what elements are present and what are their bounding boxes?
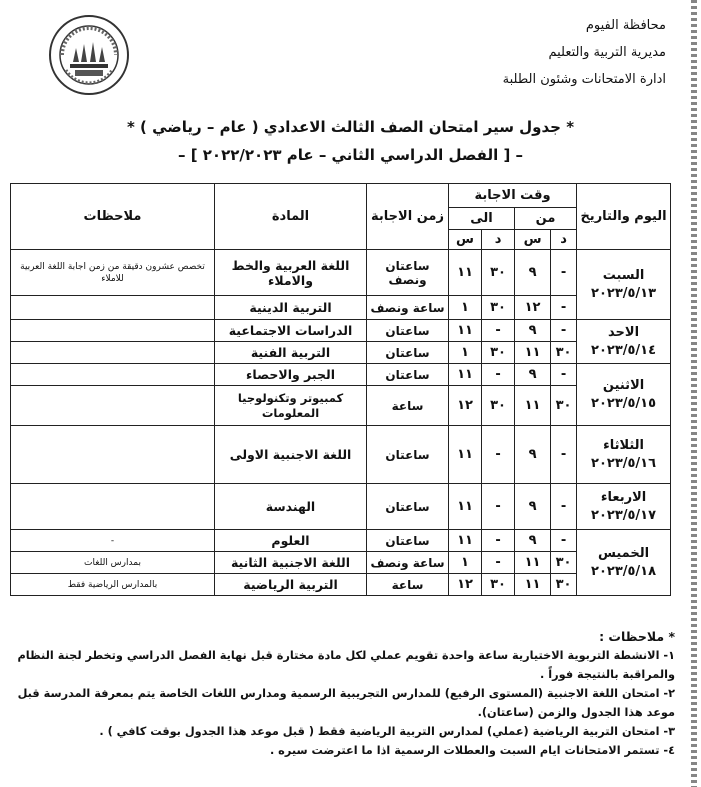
row-note [11,484,215,530]
row-note [11,342,215,364]
table-row [11,574,671,596]
header-to: الى [449,208,515,230]
issuer-header [503,12,666,93]
from-hour: ٩ [515,426,551,484]
to-hour: ١١ [449,364,482,386]
duration: ساعة ونصف [367,296,449,320]
from-hour: ١١ [515,574,551,596]
header-to-minute: د [482,230,515,250]
to-minute: ٣٠ [482,296,515,320]
header-from-hour: س [515,230,551,250]
from-hour: ٩ [515,484,551,530]
from-minute: - [551,296,577,320]
header-from-minute: د [551,230,577,250]
from-hour: ٩ [515,250,551,296]
subject: اللغة الاجنبية الاولى [215,426,367,484]
to-minute: - [482,426,515,484]
header-answer-time: وقت الاجابة [449,184,577,208]
table-row [11,320,671,342]
subject: الجبر والاحصاء [215,364,367,386]
to-minute: - [482,552,515,574]
day-name: الثلاثاء [603,437,645,453]
duration: ساعتان [367,320,449,342]
from-hour: ١٢ [515,296,551,320]
to-hour: ١٢ [449,574,482,596]
duration: ساعتان ونصف [367,250,449,296]
from-hour: ٩ [515,320,551,342]
subject: التربية الرياضية [215,574,367,596]
from-minute: ٣٠ [551,342,577,364]
day-date: ٢٠٢٣/٥/١٨ [591,563,657,579]
from-minute: - [551,484,577,530]
table-row [11,296,671,320]
ministry-seal-icon [48,14,130,96]
table-row [11,364,671,386]
note-item: ٣- امتحان التربية الرياضية (عملي) لمدارس التربية الرياضية فقط ( قبل موعد هذا الجدول بوقت كافي ) . [99,725,675,738]
header-from: من [515,208,577,230]
from-minute: - [551,426,577,484]
day-date: ٢٠٢٣/٥/١٥ [591,395,657,411]
header-day-date: اليوم والتاريخ [577,184,671,250]
table-row [11,426,671,484]
row-note [11,296,215,320]
table-row [11,484,671,530]
day-cell [577,320,671,364]
notes-section [15,627,675,760]
notes-heading: * ملاحظات : [599,629,675,644]
header-notes: ملاحظات [11,184,215,250]
subject: العلوم [215,530,367,552]
from-minute: - [551,250,577,296]
to-minute: - [482,484,515,530]
table-row [11,250,671,296]
duration: ساعة ونصف [367,552,449,574]
to-hour: ١ [449,342,482,364]
note-item: ٤- تستمر الامتحانات ايام السبت والعطلات الرسمية اذا ما اعترضت سيره . [269,744,675,757]
day-date: ٢٠٢٣/٥/١٧ [591,507,657,523]
header-subject: المادة [215,184,367,250]
from-minute: - [551,320,577,342]
row-note [11,426,215,484]
day-name: الاربعاء [600,489,647,505]
to-minute: - [482,320,515,342]
day-cell [577,364,671,426]
to-minute: - [482,530,515,552]
row-note: تخصص عشرون دقيقة من زمن اجابة اللغة العربية للاملاء [11,250,215,296]
to-hour: ١٢ [449,386,482,426]
subject: كمبيوتر وتكنولوجيا المعلومات [215,386,367,426]
duration: ساعتان [367,364,449,386]
duration: ساعتان [367,342,449,364]
subject: التربية الفنية [215,342,367,364]
row-note [11,364,215,386]
duration: ساعتان [367,484,449,530]
from-minute: ٣٠ [551,552,577,574]
row-note: بمدارس اللغات [11,552,215,574]
subject: التربية الدينية [215,296,367,320]
department-line: ادارة الامتحانات وشئون الطلبة [502,72,666,87]
to-minute: ٣٠ [482,574,515,596]
to-minute: ٣٠ [482,386,515,426]
to-minute: ٣٠ [482,342,515,364]
duration: ساعة [367,386,449,426]
from-hour: ١١ [515,386,551,426]
to-minute: ٣٠ [482,250,515,296]
header-to-hour: س [449,230,482,250]
governorate-line: محافظة الفيوم [585,18,666,33]
day-cell [577,250,671,320]
table-row [11,386,671,426]
day-date: ٢٠٢٣/٥/١٣ [591,285,657,301]
from-hour: ١١ [515,552,551,574]
from-minute: - [551,364,577,386]
schedule-subtitle: – [ الفصل الدراسي الثاني – عام ٢٠٢٢/٢٠٢٣ ] – [177,146,524,164]
day-name: الاثنين [602,377,645,393]
duration: ساعتان [367,426,449,484]
day-date: ٢٠٢٣/٥/١٤ [591,342,657,358]
to-hour: ١١ [449,530,482,552]
from-minute: ٣٠ [551,386,577,426]
to-hour: ١١ [449,320,482,342]
schedule-title: * جدول سير امتحان الصف الثالث الاعدادي ( عام – رياضي ) * [126,118,575,136]
to-hour: ١١ [449,250,482,296]
subject: اللغة العربية والخط والاملاء [215,250,367,296]
day-cell [577,426,671,484]
day-name: الاحد [608,324,640,340]
day-cell [577,484,671,530]
subject: الهندسة [215,484,367,530]
day-name: الخميس [597,545,650,561]
to-minute: - [482,364,515,386]
day-cell [577,530,671,596]
from-minute: - [551,530,577,552]
table-row [11,530,671,552]
subject: الدراسات الاجتماعية [215,320,367,342]
from-hour: ١١ [515,342,551,364]
directorate-line: مديرية التربية والتعليم [548,45,666,60]
duration: ساعتان [367,530,449,552]
day-name: السبت [602,267,645,283]
note-item: ١- الانشطة التربوية الاختيارية ساعة واحدة تقويم عملي لكل مادة مختارة قبل نهاية الفصل الدراسي وتخطر لجنة النظام والمراقبة بالنتيجة فوراً . [17,649,675,681]
to-hour: ١١ [449,426,482,484]
to-hour: ١ [449,296,482,320]
to-hour: ١ [449,552,482,574]
note-item: ٢- امتحان اللغة الاجنبية (المستوى الرفيع) للمدارس التجريبية الرسمية ومدارس اللغات الخاصة يتم بمعرفة المدرسة قبل موعد هذا الجدول والزمن (ساعتان). [17,687,675,719]
subject: اللغة الاجنبية الثانية [215,552,367,574]
exam-schedule-table [10,183,671,596]
from-minute: ٣٠ [551,574,577,596]
from-hour: ٩ [515,364,551,386]
from-hour: ٩ [515,530,551,552]
table-row [11,342,671,364]
row-note [11,386,215,426]
day-date: ٢٠٢٣/٥/١٦ [591,455,657,471]
table-row [11,552,671,574]
row-note: - [11,530,215,552]
row-note [11,320,215,342]
to-hour: ١١ [449,484,482,530]
row-note: بالمدارس الرياضية فقط [11,574,215,596]
header-duration: زمن الاجابة [367,184,449,250]
duration: ساعة [367,574,449,596]
